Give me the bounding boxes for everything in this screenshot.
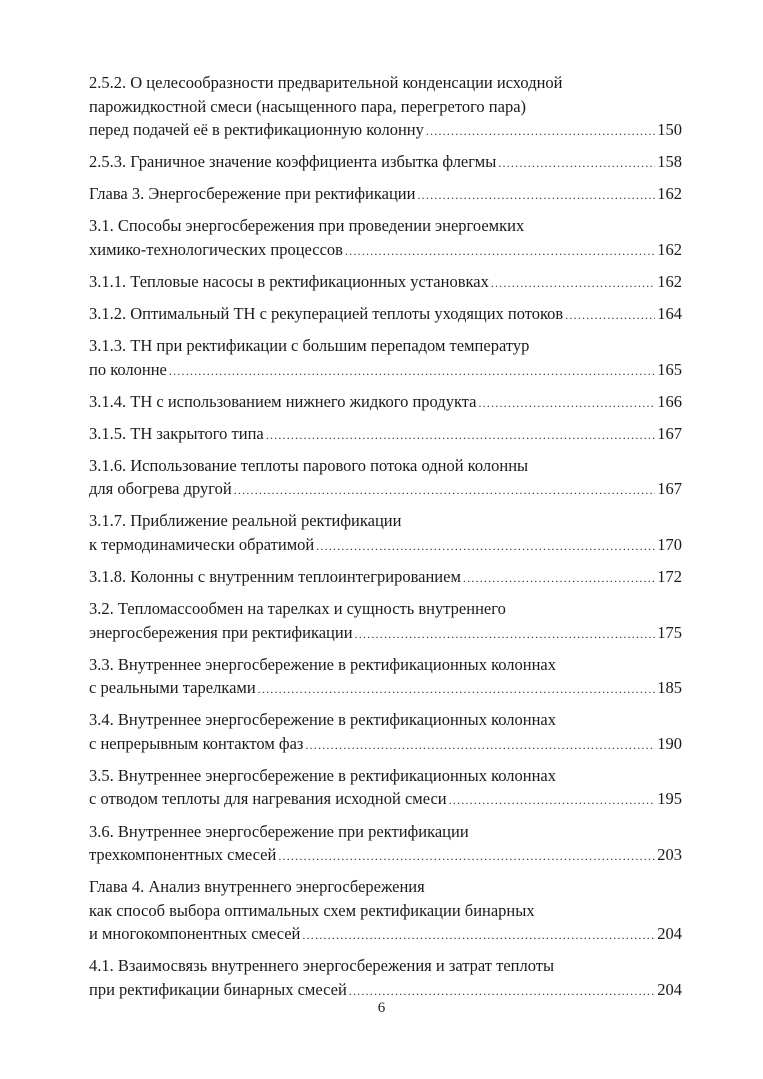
toc-entry-page-number: 204 [657,924,682,944]
dot-leader [355,623,656,645]
toc-entry-leader-line [89,182,682,206]
toc-entry-title-line: 3.1.1. Тепловые насосы в ректификационных установках [89,271,489,291]
dot-leader [266,424,656,446]
toc-entry-title-line: 3.1.6. Использование теплоты парового потока одной колонны [89,455,529,475]
toc-entry-page-number: 164 [657,303,682,323]
toc-entry [89,708,682,755]
toc-entry-page-number: 150 [657,120,682,139]
toc-entry-page-number: 162 [657,239,682,259]
toc-entry [89,422,682,446]
toc-entry-page-number: 185 [657,678,682,698]
toc-entry-title-line: с отводом теплоты для нагревания исходной смеси [89,789,447,809]
toc-entry [89,454,682,501]
toc-entry-leader-line [89,477,682,501]
dot-leader [491,272,655,294]
page-number: 6 [377,1000,386,1016]
toc-entry-leader-line [89,358,682,382]
dot-leader [449,789,656,811]
toc-entry-leader-line [89,843,682,867]
toc-entry-page-number: 162 [657,271,682,291]
toc-entry [89,653,682,700]
toc-entry-title-line: 2.5.2. О целесообразности предварительной конденсации исходной [89,73,563,92]
toc-entry-page-number: 158 [657,152,682,172]
toc-entry [89,509,682,556]
dot-leader [302,924,655,946]
table-of-contents [89,71,682,1010]
toc-entry-page-number: 204 [657,979,682,999]
toc-entry [89,270,682,294]
toc-entry-title-line: 2.5.3. Граничное значение коэффициента избытка флегмы [89,152,497,172]
toc-entry-title-line: 3.6. Внутреннее энергосбережение при ректификации [89,821,469,841]
toc-entry-title-line: 3.5. Внутреннее энергосбережение в ректификационных колоннах [89,765,556,785]
toc-entry-title-line: 3.2. Тепломассообмен на тарелках и сущность внутреннего [89,599,506,619]
toc-entry-leader-line [89,676,682,700]
toc-entry-page-number: 166 [657,391,682,411]
toc-entry-title-line: для обогрева другой [89,479,232,499]
toc-entry-title-line: парожидкостной смеси (насыщенного пара, перегретого пара) [89,96,527,116]
dot-leader [498,152,655,174]
toc-entry-title-line: Глава 4. Анализ внутреннего энергосбережения [89,877,425,897]
toc-entry-title-line: 3.1.5. ТН закрытого типа [89,423,264,443]
toc-entry-title-line: Глава 3. Энергосбережение при ректификации [89,184,416,204]
toc-entry-leader-line [89,978,682,1002]
toc-entry-title-line: 3.1.7. Приближение реальной ректификации [89,511,402,531]
toc-entry [89,565,682,589]
toc-entry [89,390,682,414]
toc-entry-title-line: 4.1. Взаимосвязь внутреннего энергосбережения и затрат теплоты [89,956,555,976]
dot-leader [349,980,655,1002]
dot-leader [234,479,656,501]
toc-entry-leader-line [89,422,682,446]
toc-entry-title-line: с реальными тарелками [89,678,256,698]
toc-entry-leader-line [89,787,682,811]
dot-leader [316,535,655,557]
toc-entry-title-line: перед подачей её в ректификационную колонну [89,120,424,139]
dot-leader [426,120,655,142]
toc-entry-title-line: по колонне [89,359,167,379]
toc-entry-page-number: 203 [657,845,682,864]
dot-leader [417,184,655,206]
toc-entry [89,302,682,326]
toc-entry [89,334,682,381]
toc-entry-title-line: 3.4. Внутреннее энергосбережение в ректификационных колоннах [89,710,556,730]
toc-entry-title-line: и многокомпонентных смесей [89,924,301,944]
toc-entry-leader-line [89,732,682,756]
toc-entry-title-line: как способ выбора оптимальных схем ректификации бинарных [89,900,535,920]
toc-entry-title-line: с непрерывным контактом фаз [89,733,304,753]
toc-entry-title-line: к термодинамически обратимой [89,534,315,554]
dot-leader [278,845,655,867]
toc-entry-title-line: энергосбережения при ректификации [89,622,353,642]
toc-entry-page-number: 167 [657,479,682,499]
toc-entry-page-number: 165 [657,359,682,379]
toc-entry [89,764,682,811]
toc-entry [89,875,682,946]
toc-entry-leader-line [89,621,682,645]
toc-entry-page-number: 172 [657,567,682,587]
toc-entry-page-number: 175 [657,622,682,642]
toc-entry-title-line: химико-технологических процессов [89,239,343,259]
toc-entry-page-number: 162 [657,184,682,204]
toc-entry-title-line: 3.1.4. ТН с использованием нижнего жидкого продукта [89,391,477,411]
dot-leader [345,240,655,262]
dot-leader [478,392,655,414]
toc-entry [89,954,682,1001]
dot-leader [305,734,655,756]
toc-entry [89,71,682,142]
toc-entry [89,597,682,644]
toc-entry-page-number: 195 [657,789,682,809]
toc-entry-title-line: 3.1.2. Оптимальный ТН с рекуперацией теплоты уходящих потоков [89,303,564,323]
toc-entry [89,150,682,174]
toc-entry-leader-line [89,118,682,142]
toc-entry [89,214,682,261]
toc-entry [89,820,682,867]
toc-entry-leader-line [89,390,682,414]
toc-entry-title-line: при ректификации бинарных смесей [89,979,347,999]
toc-entry-leader-line [89,238,682,262]
dot-leader [258,678,656,700]
toc-entry-title-line: 3.3. Внутреннее энергосбережение в ректификационных колоннах [89,654,556,674]
toc-entry-leader-line [89,270,682,294]
dot-leader [565,304,655,326]
dot-leader [463,567,655,589]
toc-entry-title-line: 3.1. Способы энергосбережения при проведении энергоемких [89,216,525,236]
toc-entry-leader-line [89,150,682,174]
toc-entry-page-number: 170 [657,534,682,554]
dot-leader [169,360,655,382]
toc-entry-leader-line [89,565,682,589]
toc-entry-page-number: 167 [657,423,682,443]
toc-entry-title-line: 3.1.8. Колонны с внутренним теплоинтегрированием [89,567,461,587]
toc-entry [89,182,682,206]
toc-entry-leader-line [89,533,682,557]
toc-entry-title-line: трехкомпонентных смесей [89,845,277,864]
toc-entry-leader-line [89,922,682,946]
toc-entry-leader-line [89,302,682,326]
toc-entry-page-number: 190 [657,733,682,753]
toc-entry-title-line: 3.1.3. ТН при ректификации с большим перепадом температур [89,336,530,356]
